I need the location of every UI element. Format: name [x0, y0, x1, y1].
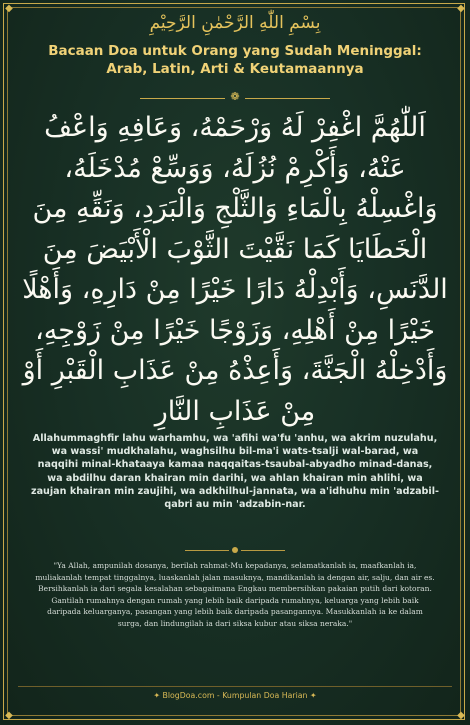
footer-divider: [18, 686, 452, 687]
latin-transliteration: Allahummaghfir lahu warhamhu, wa 'afihi wa'fu 'anhu, wa akrim nuzulahu, wa wassi' mudkhalahu, waghsilhu bil-ma'i wats-tsalji wal-barad, wa naqqihi minal-khataaya kamaa naqqaitas-tsaubal-abyadho minad-danas, wa abdilhu daran khairan min darihi, wa ahlan khairan min ahlihi, wa zaujan khairan min zaujihi, wa adkhilhul-jannata, wa a'idhuhu min 'adzabil-qabri au min 'adzabin-nar.: [31, 433, 439, 511]
indonesian-translation: "Ya Allah, ampunilah dosanya, berilah rahmat-Mu kepadanya, selamatkanlah ia, maafkanlah ia, muliakanlah tempat tinggalnya, luaskanlah jalan masuknya, mandikanlah ia dengan air, salju, dan air es. Bersihkanlah ia dari segala kesalahan sebagaimana Engkau membersihkan pakaian putih dari kotoran. Gantilah rumahnya dengan rumah yang lebih baik daripada rumahnya, keluarga yang lebih baik daripada keluarganya, pasangan yang lebih baik daripada pasangannya. Masukkanlah ia ke dalam surga, dan lindungilah ia dari siksa kubur atau siksa neraka.": [35, 561, 435, 628]
corner-ornament-icon: ◆: [5, 710, 13, 721]
arabic-doa-text: اَللّٰهُمَّ اغْفِرْ لَهُ وَرْحَمْهُ، وَعَافِهِ وَاعْفُ عَنْهُ، وَأَكْرِمْ نُزُلَهُ، وَوَسِّعْ مُدْخَلَهُ، وَاغْسِلْهُ بِالْمَاءِ وَالثَّلْجِ وَالْبَرَدِ، وَنَقِّهِ مِنَ الْخَطَايَا كَمَا نَقَّيْتَ الثَّوْبَ الْأَبْيَضَ مِنَ الدَّنَسِ، وَأَبْدِلْهُ دَارًا خَيْرًا مِنْ دَارِهِ، وَأَهْلًا خَيْرًا مِنْ أَهْلِهِ، وَزَوْجًا خَيْرًا مِنْ زَوْجِهِ، وَأَدْخِلْهُ الْجَنَّةَ، وَأَعِذْهُ مِنْ عَذَابِ الْقَبْرِ أَوْ مِنْ عَذَابِ النَّارِ: [22, 112, 448, 427]
divider-line-right: [245, 98, 330, 99]
page-title-line-2: Arab, Latin, Arti & Keutamaannya: [106, 61, 364, 77]
bismillah-calligraphy: بِسْمِ اللّٰهِ الرَّحْمٰنِ الرَّحِيْمِ: [149, 13, 321, 33]
corner-ornament-icon: ◆: [5, 3, 13, 14]
divider-line-left: [140, 98, 225, 99]
corner-ornament-icon: ◆: [457, 710, 465, 721]
corner-ornament-icon: ◆: [457, 3, 465, 14]
page-title-line-1: Bacaan Doa untuk Orang yang Sudah Meninggal:: [48, 43, 422, 59]
divider-line-left: [185, 550, 229, 551]
flower-ornament-icon: ❁: [230, 90, 240, 103]
section-divider: [185, 547, 285, 553]
title-divider: [140, 90, 330, 103]
divider-line-right: [241, 550, 285, 551]
divider-dot-icon: [232, 547, 238, 553]
footer-credit: ✦ BlogDoa.com - Kumpulan Doa Harian ✦: [153, 691, 317, 700]
page-title: [20, 42, 450, 78]
